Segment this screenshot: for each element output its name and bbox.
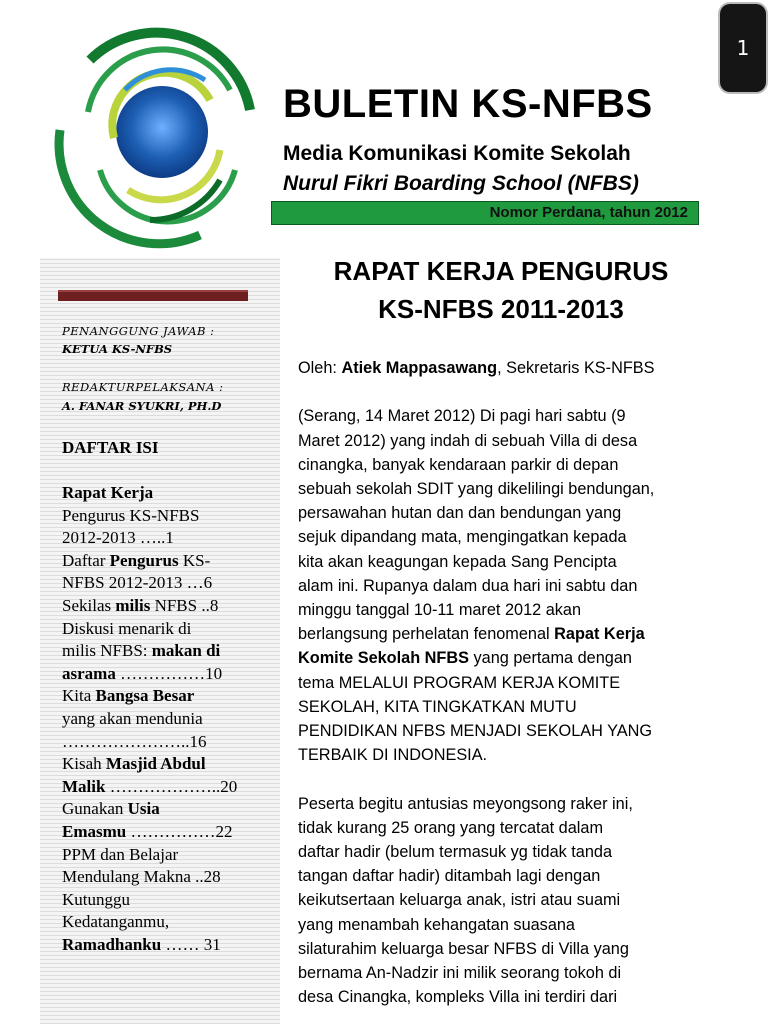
toc-line[interactable] [62, 889, 267, 912]
redaktur-value: A. FANAR SYUKRI, PH.D [62, 399, 222, 413]
sidebar-divider [58, 290, 248, 301]
toc-text: Kisah [62, 754, 106, 774]
toc-bold: milis [115, 595, 151, 615]
text-line: sejuk dipandang mata, mengingatkan kepada [298, 528, 627, 547]
text-span: berlangsung perhelatan fenomenal [298, 625, 555, 644]
text-span: yang pertama dengan [469, 649, 632, 668]
text-bold: Rapat Kerja [554, 625, 645, 644]
toc-text: yang akan mendunia [62, 708, 203, 728]
logo-ring-mid-low [100, 170, 235, 221]
toc-text: ……………10 [115, 663, 223, 683]
toc-bold: asrama [62, 663, 116, 683]
article-title-line2: KS-NFBS 2011-2013 [378, 294, 624, 324]
toc-bold: Usia [127, 799, 160, 819]
text-line: tidak kurang 25 orang yang tercatat dalam [298, 818, 604, 837]
toc-text: …………………..16 [62, 731, 207, 751]
paragraph-2 [298, 792, 728, 1010]
toc-text: Sekilas [62, 595, 116, 615]
text-line: kita akan keagungan kepada Sang Pencipta [298, 552, 617, 571]
pj-label: PENANGGUNG JAWAB : [62, 324, 215, 338]
text-line: silaturahim keluarga besar NFBS di Villa yang [298, 939, 629, 958]
pj-value: KETUA KS-NFBS [62, 342, 173, 356]
toc-line[interactable] [62, 505, 267, 528]
byline-author: Atiek Mappasawang [341, 359, 498, 377]
article-body [298, 356, 728, 1009]
text-line: keikutsertaan keluarga anak, istri atau suami [298, 891, 621, 910]
toc-line[interactable] [62, 640, 267, 663]
toc-text: Mendulang Makna ..28 [62, 867, 221, 887]
text-line: daftar hadir (belum termasuk yg tidak tanda [298, 843, 613, 862]
toc-line[interactable] [62, 663, 267, 686]
toc-text: NFBS 2012-2013 …6 [62, 573, 213, 593]
toc-line[interactable] [62, 527, 267, 550]
text-line: (Serang, 14 Maret 2012) Di pagi hari sabtu (9 [298, 407, 626, 426]
toc-line[interactable] [62, 911, 267, 934]
toc-text: milis NFBS: [62, 641, 152, 661]
paragraph-1-tail [298, 671, 728, 768]
paragraph-1-line [298, 622, 728, 646]
sidebar [40, 258, 280, 1024]
toc-line[interactable] [62, 798, 267, 821]
page-number: 1 [736, 36, 750, 60]
toc-bold: Ramadhanku [62, 934, 162, 954]
article-title [296, 252, 706, 328]
byline-prefix: Oleh: [298, 359, 342, 377]
toc-line[interactable] [62, 753, 267, 776]
toc-text: Kedatanganmu, [62, 912, 170, 932]
toc-line[interactable] [62, 821, 267, 844]
paragraph-1 [298, 404, 728, 622]
toc-text: 2012-2013 …..1 [62, 528, 174, 548]
article-title-line1: RAPAT KERJA PENGURUS [333, 256, 669, 286]
toc-bold: makan di [151, 641, 221, 661]
toc-text: Kita [62, 686, 96, 706]
toc-text: Daftar [62, 550, 110, 570]
toc-bold: Masjid Abdul [105, 754, 206, 774]
redaktur-label: REDAKTURPELAKSANA : [62, 380, 224, 394]
toc-line[interactable] [62, 595, 267, 618]
toc-text: Pengurus KS-NFBS [62, 505, 200, 525]
byline [298, 356, 728, 380]
toc-line[interactable] [62, 844, 267, 867]
toc-text: PPM dan Belajar [62, 844, 179, 864]
newsletter-subtitle: Media Komunikasi Komite Sekolah [283, 142, 631, 165]
text-line: Maret 2012) yang indah di sebuah Villa di desa [298, 431, 638, 450]
page-number-tab [720, 4, 766, 92]
text-line: tema MELALUI PROGRAM KERJA KOMITE [298, 673, 621, 692]
text-line: yang menambah kehangatan suasana [298, 915, 575, 934]
newsletter-title: BULETIN KS-NFBS [283, 82, 653, 126]
toc-line[interactable] [62, 618, 267, 641]
toc-text: Kutunggu [62, 889, 130, 909]
school-name: Nurul Fikri Boarding School (NFBS) [283, 172, 639, 195]
school-logo [30, 20, 270, 250]
toc-line[interactable] [62, 708, 267, 731]
toc-bold: Rapat Kerja [62, 483, 154, 502]
table-of-contents [62, 482, 267, 956]
logo-core [116, 86, 208, 178]
toc-text: ………………..20 [105, 776, 238, 796]
toc-text: NFBS ..8 [150, 595, 219, 615]
text-line: minggu tanggal 10-11 maret 2012 akan [298, 601, 582, 620]
toc-line[interactable] [62, 866, 267, 889]
paragraph-1-line [298, 646, 728, 670]
text-line: alam ini. Rupanya dalam dua hari ini sabtu dan [298, 576, 638, 595]
toc-bold: Bangsa Besar [95, 686, 195, 706]
toc-line[interactable] [62, 550, 267, 573]
toc-bold: Pengurus [109, 550, 179, 570]
toc-line[interactable] [62, 776, 267, 799]
text-line: PENDIDIKAN NFBS MENJADI SEKOLAH YANG [298, 722, 653, 741]
text-line: bernama An-Nadzir ini milik seorang tokoh di [298, 964, 622, 983]
text-line: desa Cinangka, kompleks Villa ini terdiri dari [298, 988, 618, 1007]
toc-bold: Malik [62, 776, 106, 796]
edition-text: Nomor Perdana, tahun 2012 [489, 204, 688, 221]
byline-role: , Sekretaris KS-NFBS [497, 359, 655, 377]
toc-text: KS- [178, 550, 211, 570]
toc-line[interactable] [62, 731, 267, 754]
toc-line[interactable] [62, 934, 267, 957]
toc-heading: DAFTAR ISI [62, 438, 159, 457]
text-line: SEKOLAH, KITA TINGKATKAN MUTU [298, 697, 577, 716]
toc-text: Gunakan [62, 799, 128, 819]
toc-line[interactable] [62, 482, 267, 505]
text-line: sebuah sekolah SDIT yang dikelilingi bendungan, [298, 480, 655, 498]
text-line: Peserta begitu antusias meyongsong raker ini, [298, 794, 633, 813]
toc-bold: Emasmu [62, 821, 127, 841]
toc-text: Diskusi menarik di [62, 618, 192, 638]
text-line: cinangka, banyak kendaraan parkir di depan [298, 455, 619, 474]
text-bold: Komite Sekolah NFBS [298, 649, 469, 668]
text-line: persawahan hutan dan dan bendungan yang [298, 504, 622, 523]
toc-line[interactable] [62, 685, 267, 708]
toc-text: …… 31 [161, 934, 221, 954]
toc-text: ……………22 [126, 821, 233, 841]
text-line: TERBAIK DI INDONESIA. [298, 746, 488, 765]
toc-line[interactable] [62, 572, 267, 595]
edition-bar [271, 201, 699, 225]
text-line: tangan daftar hadir) ditambah lagi dengan [298, 867, 601, 886]
